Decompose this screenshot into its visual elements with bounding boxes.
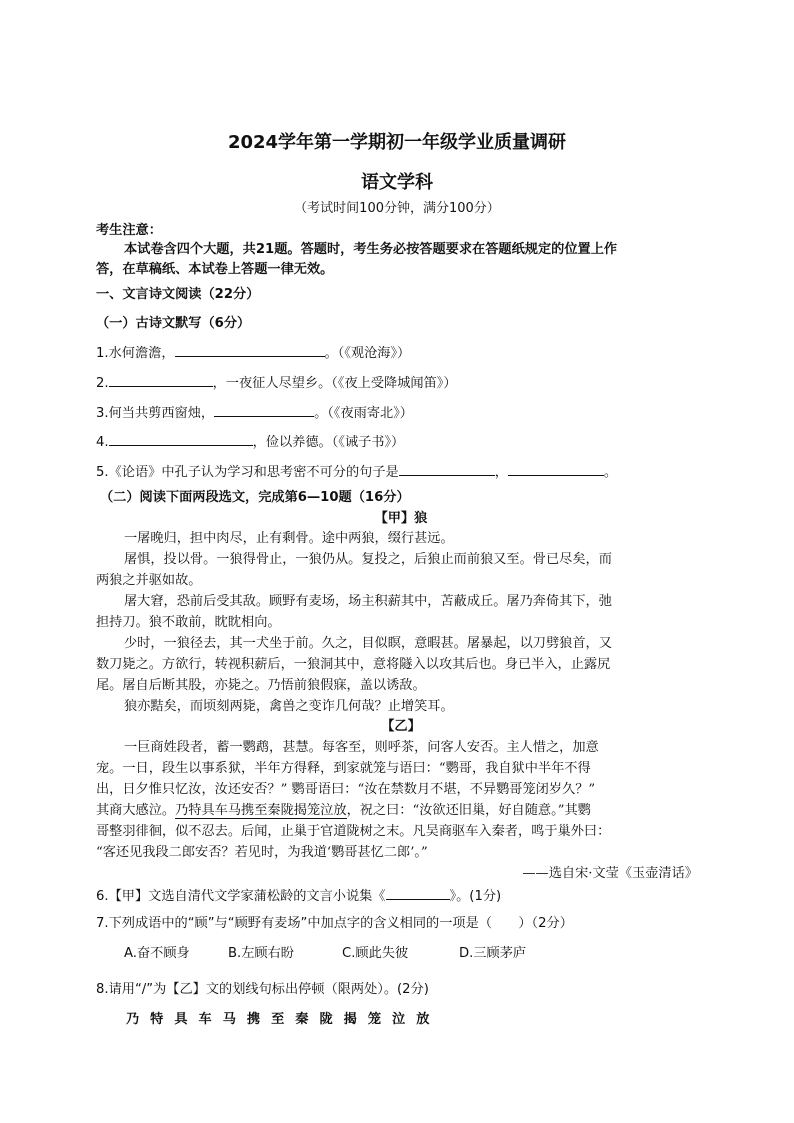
notice-line-1: 本试卷含四个大题，共21题。答题时，考生务必按答题要求在答题纸规定的位置上作: [124, 242, 618, 257]
notice-heading: 考生注意：: [96, 223, 162, 238]
underlined-sentence: 乃特具车马携至秦陇揭笼泣放: [175, 803, 347, 818]
q4-post: ，俭以养德。（《诫子书》）: [252, 435, 405, 450]
question-1: [96, 342, 706, 361]
question-3: [96, 402, 706, 421]
q5-mid: ，: [494, 465, 508, 480]
passage-a-line: 少时，一狼径去，其一犬坐于前。久之，目似瞑，意暇甚。屠暴起，以刀劈狼首，又: [124, 636, 612, 651]
section-1-heading: 一、文言诗文阅读（22分）: [96, 287, 260, 302]
option-c[interactable]: C.顾此失彼: [342, 946, 409, 961]
q5-pre: 《论语》中孔子认为学习和思考密不可分的句子是: [108, 465, 399, 480]
passage-b-line: 出，日夕惟只忆汝，汝还安否？” 鹦哥语曰：“汝在禁数月不堪，不异鹦哥笼闭岁久？”: [96, 782, 596, 797]
passage-a-line: 狼亦黠矣，而顷刻两毙，禽兽之变诈几何哉？止增笑耳。: [124, 699, 454, 714]
option-b[interactable]: B.左顾右盼: [228, 946, 294, 961]
passage-a-line: 屠大窘，恐前后受其敌。顾野有麦场，场主积薪其中，苫蔽成丘。屠乃奔倚其下，弛: [124, 594, 612, 609]
passage-b-line: 哥整羽徘徊，似不忍去。后闻，止巢于官道陇树之末。凡吴商驱车入秦者，鸣于巢外曰：: [96, 824, 611, 839]
q1-number: 1.: [96, 346, 109, 361]
option-a[interactable]: A.奋不顾身: [124, 946, 190, 961]
q5-number: 5.: [96, 465, 109, 480]
passage-a-line: 两狼之并驱如故。: [96, 573, 202, 588]
question-8-sentence: 乃特具车马携至秦陇揭笼泣放: [126, 1012, 441, 1027]
passage-a-label: 【甲】狼: [374, 511, 428, 526]
passage-b-line: “客还见我段二郎安否？若见时，为我道‘鹦哥甚忆二郎’。”: [96, 845, 428, 860]
passage-a-line: 尾。屠自后断其股，亦毙之。乃悟前狼假寐，盖以诱敌。: [96, 678, 426, 693]
question-8: 8.请用“/”为【乙】文的划线句标出停顿（限两处）。(2分): [96, 982, 429, 997]
q2-number: 2.: [96, 376, 109, 391]
passage-a-line: 屠惧，投以骨。一狼得骨止，一狼仍从。复投之，后狼止而前狼又至。骨已尽矣，而: [124, 552, 612, 567]
part-2-heading: （二）阅读下面两段选文，完成第6—10题（16分）: [100, 490, 410, 505]
notice-line-2: 答，在草稿纸、本试卷上答题一律无效。: [96, 262, 334, 277]
question-6: [96, 885, 706, 904]
passage-b-source: ——选自宋·文莹《玉壶清话》: [522, 866, 698, 881]
q1-pre: 水何澹澹，: [108, 346, 175, 361]
question-2: [96, 372, 706, 391]
q2-post: ，一夜征人尽望乡。（《夜上受降城闻笛》）: [212, 376, 457, 391]
q3-number: 3.: [96, 406, 109, 421]
q3-pre: 何当共剪西窗烛，: [108, 406, 215, 421]
passage-b-line: [96, 799, 706, 818]
passage-a-line: 数刀毙之。方欲行，转视积薪后，一狼洞其中，意将隧入以攻其后也。身已半入，止露尻: [96, 657, 611, 672]
passage-a-line: 担持刀。狼不敢前，眈眈相向。: [96, 615, 281, 630]
q5-post: 。: [603, 465, 618, 480]
part-1-heading: （一）古诗文默写（6分）: [96, 316, 251, 331]
passage-a-line: 一屠晚归，担中肉尽，止有剩骨。途中两狼，缀行甚远。: [124, 531, 454, 546]
q4-answer-blank[interactable]: [109, 433, 253, 446]
passage-b-line: 宠。一日，段生以事系狱，半年方得释，到家就笼与语曰：“鹦哥，我自狱中半年不得: [96, 761, 591, 776]
q4-number: 4.: [96, 435, 109, 450]
option-d[interactable]: D.三顾茅庐: [459, 946, 527, 961]
q5-answer-blank-1[interactable]: [399, 463, 495, 476]
q6-pre: 6.【甲】文选自清代文学家蒲松龄的文言小说集《: [96, 889, 386, 904]
question-7: 7.下列成语中的“顾”与“顾野有麦场”中加点字的含义相同的一项是（ ）（2分）: [96, 916, 573, 931]
subject-title: 语文学科: [361, 172, 433, 193]
q6-post: 》。(1分): [449, 889, 502, 904]
q5-answer-blank-2[interactable]: [508, 463, 604, 476]
question-5: [96, 461, 706, 480]
exam-info: （考试时间100分钟，满分100分）: [294, 201, 500, 216]
q1-post: 。（《观沧海》）: [324, 346, 411, 361]
q3-post: 。（《夜雨寄北》）: [314, 406, 413, 421]
passage-b-label: 【乙】: [381, 719, 421, 734]
passage-b-l4-post: ，祝之曰：“汝欲还旧巢，好自随意。”其鹦: [346, 803, 591, 818]
passage-b-l4-pre: 其商大感泣。: [96, 803, 176, 818]
passage-b-line: 一巨商姓段者，蓄一鹦鹉，甚慧。每客至，则呼茶，问客人安否。主人惜之，加意: [124, 740, 599, 755]
q1-answer-blank[interactable]: [175, 344, 325, 357]
exam-title: 2024学年第一学期初一年级学业质量调研: [227, 132, 567, 153]
q6-answer-blank[interactable]: [386, 887, 450, 900]
q3-answer-blank[interactable]: [214, 404, 314, 417]
question-7-options: [124, 942, 734, 961]
q2-answer-blank[interactable]: [109, 374, 213, 387]
question-4: [96, 431, 706, 450]
